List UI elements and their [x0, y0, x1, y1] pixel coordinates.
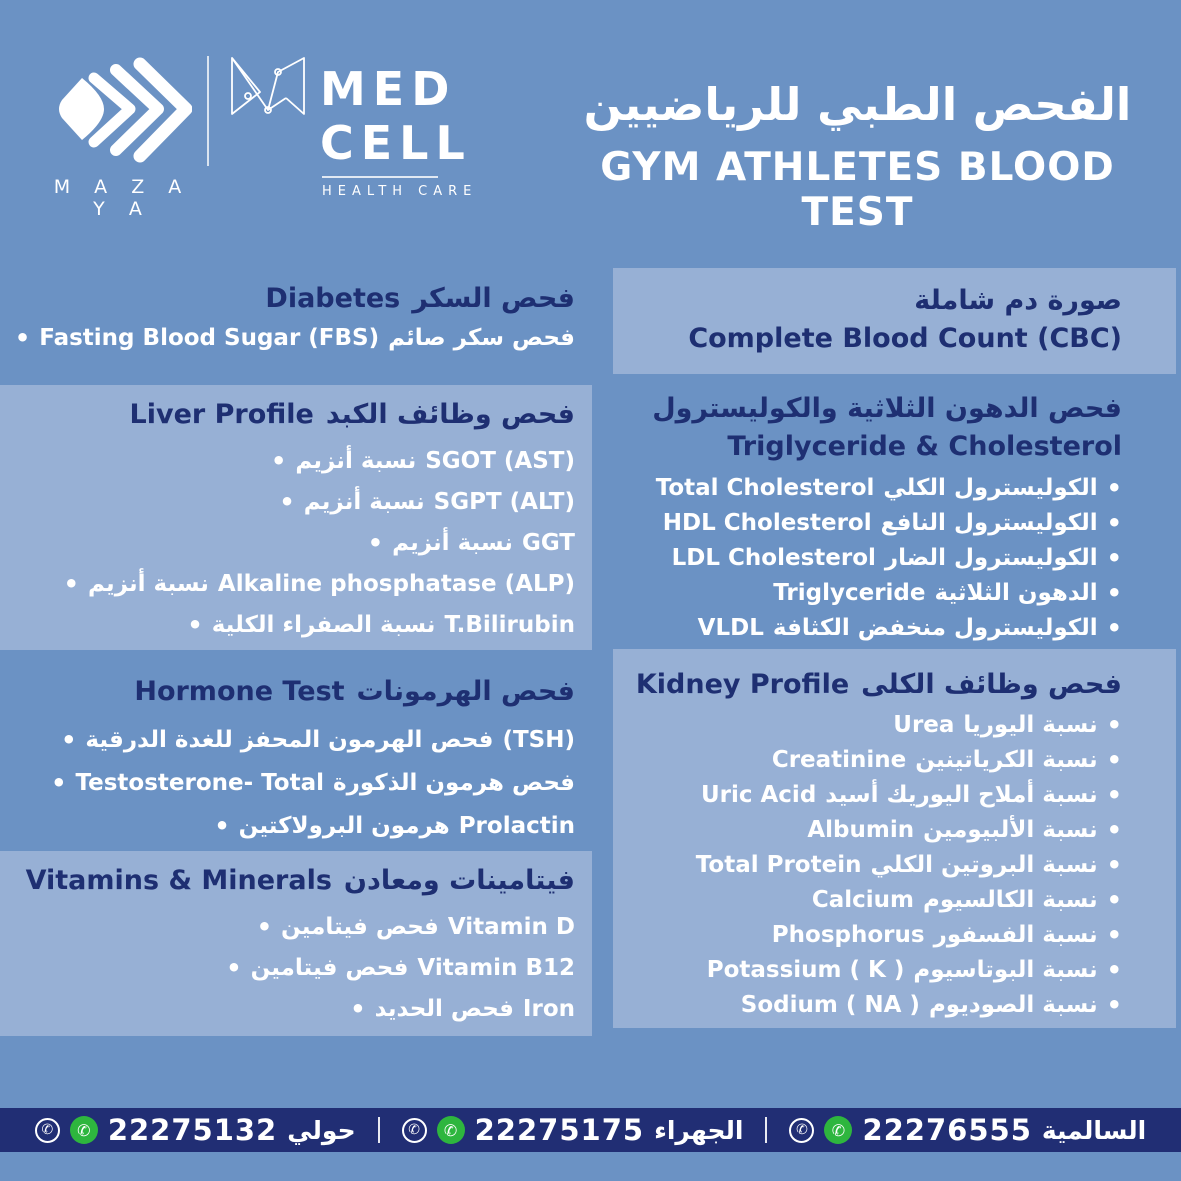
test-item-label-ar: فحص سكر صائم [388, 325, 575, 351]
bullet-icon: • [214, 812, 230, 840]
test-item-label-ar: الكوليسترول الضار [884, 545, 1098, 571]
test-item-label-ar: نسبة الفسفور [933, 922, 1098, 948]
contact-phone-number: 22275132 [107, 1113, 278, 1147]
test-item [0, 914, 575, 940]
test-item-label-en: Albumin [807, 817, 915, 843]
test-item [0, 571, 575, 597]
phone-icon: ✆ [402, 1118, 427, 1143]
test-item [613, 782, 1122, 808]
test-item [0, 489, 575, 515]
section-header [0, 674, 575, 710]
test-item-label-ar: هرمون البرولاكتين [238, 813, 450, 839]
test-item [0, 530, 575, 556]
medcell-butterfly-icon [226, 52, 310, 132]
section-header [0, 397, 575, 433]
test-item-label-ar: نسبة أنزيم [303, 489, 425, 515]
medcell-wordmark [320, 62, 472, 170]
test-item-label-en: SGOT (AST) [425, 448, 575, 474]
test-item-label-ar: نسبة الكرياتينين [915, 747, 1098, 773]
test-item-label-ar: نسبة البوتاسيوم [913, 957, 1098, 983]
section-kidney-profile [613, 649, 1176, 1028]
section-items [0, 727, 575, 839]
whatsapp-icon: ✆ [70, 1116, 98, 1144]
section-vitamins-minerals [0, 851, 592, 1036]
test-item-label-en: Fasting Blood Sugar (FBS) [39, 325, 380, 351]
mazaya-logo-icon [52, 52, 192, 170]
section-triglyceride-cholesterol [613, 390, 1176, 641]
section-header-ar: صورة دم شاملة [914, 285, 1122, 316]
test-item-label-ar: نسبة أنزيم [392, 530, 513, 556]
bullet-icon: • [256, 913, 273, 941]
test-item-label-ar: فحص هرمون الذكورة [333, 770, 575, 796]
phone-icon: ✆ [789, 1118, 814, 1143]
test-item-label-ar: نسبة أنزيم [295, 448, 417, 474]
test-item-label-en: Urea [893, 712, 955, 738]
test-item-label-ar: الكوليسترول منخفض الكثافة [772, 615, 1098, 641]
test-item-label-en: Uric Acid [700, 782, 817, 808]
section-header-en: Vitamins & Minerals [25, 865, 332, 896]
test-item [613, 510, 1122, 536]
section-cbc [613, 268, 1176, 374]
section-header-en: Complete Blood Count (CBC) [688, 323, 1122, 354]
test-item-label-en: Calcium [811, 887, 915, 913]
test-item-label-ar: فحص فيتامين [250, 955, 409, 981]
bullet-icon: • [1106, 851, 1122, 879]
bullet-icon: • [1106, 921, 1122, 949]
test-item [613, 615, 1122, 641]
test-item [0, 813, 575, 839]
test-item [0, 448, 575, 474]
bullet-icon: • [1106, 746, 1122, 774]
whatsapp-icon: ✆ [437, 1116, 465, 1144]
section-header-ar: فحص الدهون الثلاثية والكوليسترول [652, 393, 1122, 424]
whatsapp-icon: ✆ [824, 1116, 852, 1144]
section-header-en: Kidney Profile [635, 669, 850, 700]
medcell-wordmark-med: MED [320, 62, 457, 116]
contact-phone-number: 22276555 [862, 1113, 1032, 1147]
test-item [613, 992, 1122, 1018]
contact-branch-name: السالمية [1041, 1115, 1147, 1145]
test-item-label-ar: نسبة الألبيومين [923, 817, 1098, 843]
test-item [613, 887, 1122, 913]
test-item-label-en: Vitamin B12 [417, 955, 575, 981]
test-item-label-ar: الكوليسترول الكلي [883, 475, 1098, 501]
bullet-icon: • [187, 611, 203, 639]
bullet-icon: • [1106, 956, 1122, 984]
contact-branch-name: الجهراء [654, 1115, 744, 1145]
section-header-en: Hormone Test [134, 676, 345, 707]
title-english: GYM ATHLETES BLOOD TEST [600, 144, 1115, 235]
test-item-label-ar: نسبة أملاح اليوريك أسيد [825, 782, 1098, 808]
section-items [613, 712, 1122, 1018]
test-item [613, 580, 1122, 606]
test-item-label-en: Prolactin [458, 813, 575, 839]
contact-branch-name: حولي [287, 1115, 356, 1145]
footer-divider [378, 1117, 380, 1143]
bullet-icon: • [367, 529, 384, 557]
bullet-icon: • [63, 570, 80, 598]
test-item-label-en: Iron [522, 996, 575, 1022]
section-header [613, 667, 1122, 703]
bullet-icon: • [1106, 544, 1122, 572]
test-item [0, 325, 575, 351]
test-item [613, 817, 1122, 843]
test-item-label-en: Testosterone- Total [75, 770, 324, 796]
test-item-label-en: VLDL [697, 615, 764, 641]
bullet-icon: • [350, 995, 366, 1023]
bullet-icon: • [1106, 711, 1122, 739]
section-items [0, 914, 575, 1022]
section-diabetes [0, 281, 592, 351]
section-items [0, 448, 575, 638]
logo-divider [207, 56, 209, 166]
test-item-label-en: HDL Cholesterol [662, 510, 872, 536]
section-items [613, 475, 1122, 641]
section-header [0, 281, 575, 317]
section-header [0, 863, 575, 899]
contact-entry [402, 1113, 744, 1147]
test-item-label-en: LDL Cholesterol [671, 545, 876, 571]
bullet-icon: • [1106, 991, 1122, 1019]
bullet-icon: • [1106, 509, 1122, 537]
section-header-ar: فحص الهرمونات [356, 676, 575, 707]
title-arabic: الفحص الطبي للرياضيين [583, 78, 1132, 131]
test-item-label-en: Vitamin D [447, 914, 575, 940]
test-item-label-ar: فحص الحديد [374, 996, 514, 1022]
test-item [613, 922, 1122, 948]
test-item [0, 770, 575, 796]
section-header-en: Diabetes [265, 283, 401, 314]
section-header-ar: فحص السكر [412, 283, 575, 314]
footer-divider [765, 1117, 767, 1143]
bullet-icon: • [1106, 886, 1122, 914]
test-item-label-en: T.Bilirubin [444, 612, 575, 638]
contact-bar [0, 1108, 1181, 1152]
bullet-icon: • [14, 324, 31, 352]
test-item-label-ar: نسبة الصفراء الكلية [211, 612, 436, 638]
mazaya-wordmark: M A Z A Y A [53, 176, 191, 220]
test-item-label-ar: الكوليسترول النافع [880, 510, 1098, 536]
section-liver-profile [0, 385, 592, 650]
test-item-label-ar: فحص الهرمون المحفز للغدة الدرقية [85, 727, 494, 753]
contact-entry [35, 1113, 356, 1147]
section-header-ar: فحص وظائف الكبد [325, 399, 575, 430]
contact-phone-number: 22275175 [474, 1113, 645, 1147]
bullet-icon: • [226, 954, 242, 982]
section-header-ar: فحص وظائف الكلى [861, 669, 1122, 700]
test-item-label-en: Alkaline phosphatase (ALP) [217, 571, 575, 597]
test-item [613, 747, 1122, 773]
test-item [0, 996, 575, 1022]
contact-entry [789, 1113, 1146, 1147]
logo-area [0, 0, 520, 230]
bullet-icon: • [1106, 474, 1122, 502]
test-item [0, 727, 575, 753]
test-item-label-en: (TSH) [502, 727, 575, 753]
test-item-label-en: SGPT (ALT) [433, 489, 575, 515]
section-hormone-test [0, 674, 592, 839]
medcell-wordmark-cell: CELL [320, 116, 472, 170]
left-column [0, 281, 592, 1036]
bullet-icon: • [1106, 816, 1122, 844]
test-item-label-ar: نسبة الكالسيوم [923, 887, 1098, 913]
test-item [613, 712, 1122, 738]
phone-icon: ✆ [35, 1118, 60, 1143]
bullet-icon: • [51, 769, 67, 797]
test-item-label-ar: نسبة أنزيم [88, 571, 209, 597]
bullet-icon: • [1106, 579, 1122, 607]
test-item-label-en: Creatinine [771, 747, 907, 773]
section-header-en: Triglyceride & Cholesterol [727, 431, 1122, 462]
title-block [575, 76, 1140, 235]
right-column [613, 268, 1176, 1028]
bullet-icon: • [1106, 781, 1122, 809]
test-item-label-en: Total Cholesterol [655, 475, 875, 501]
test-item-label-ar: نسبة الصوديوم [928, 992, 1098, 1018]
test-item-label-en: Sodium ( NA ) [740, 992, 920, 1018]
section-header-ar: فيتامينات ومعادن [343, 865, 575, 896]
bullet-icon: • [270, 447, 287, 475]
test-item-label-en: GGT [521, 530, 575, 556]
test-item [613, 852, 1122, 878]
bullet-icon: • [279, 488, 295, 516]
test-item-label-ar: نسبة اليوريا [963, 712, 1098, 738]
test-item [0, 612, 575, 638]
test-item-label-ar: فحص فيتامين [281, 914, 439, 940]
test-item [613, 475, 1122, 501]
bullet-icon: • [61, 726, 77, 754]
medcell-tagline: HEALTH CARE [322, 184, 478, 199]
test-item [613, 957, 1122, 983]
test-item-label-ar: نسبة البروتين الكلي [870, 852, 1098, 878]
test-item-label-en: Triglyceride [773, 580, 926, 606]
test-item [0, 955, 575, 981]
section-items [0, 325, 575, 351]
test-item [613, 545, 1122, 571]
medcell-rule [322, 176, 438, 178]
test-item-label-en: Phosphorus [771, 922, 925, 948]
bullet-icon: • [1106, 614, 1122, 642]
test-item-label-en: Potassium ( K ) [706, 957, 905, 983]
test-item-label-en: Total Protein [695, 852, 862, 878]
section-header-en: Liver Profile [129, 399, 314, 430]
test-item-label-ar: الدهون الثلاثية [934, 580, 1098, 606]
